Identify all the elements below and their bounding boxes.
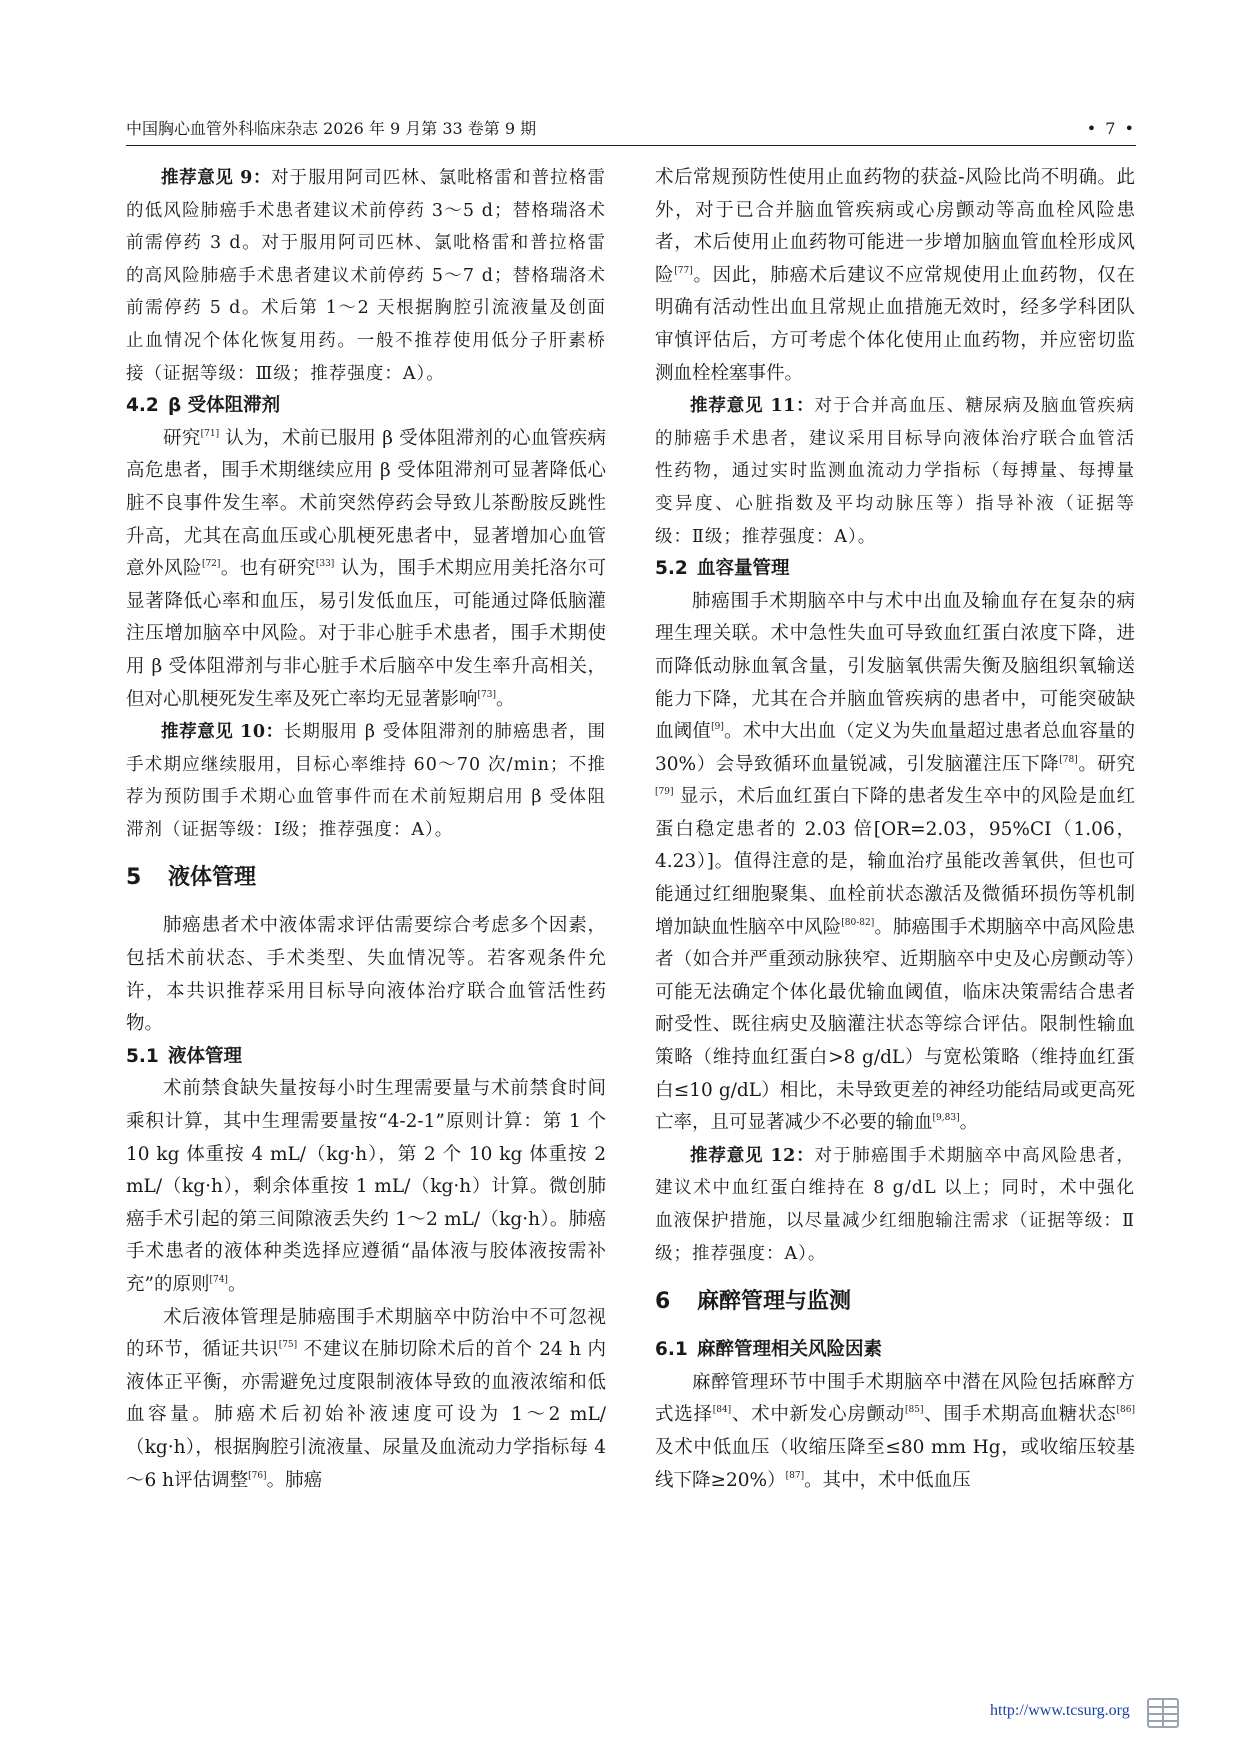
citation[interactable]: [84] — [712, 1405, 732, 1416]
text-run: 、围手术期高血糖状态 — [923, 1404, 1117, 1426]
section-title: 麻醉管理相关风险因素 — [697, 1339, 883, 1361]
left-column — [126, 162, 606, 1497]
text-run: 。也有研究 — [220, 558, 316, 580]
rec-text: 对于合并高血压、糖尿病及脑血管疾病的肺癌手术患者，建议采用目标导向液体治疗联合血管活性药物，通过实时监测血流动力学指标（每搏量、每搏量变异度、心脏指数及平均动脉压等）指导补液（证据等级：Ⅱ级；推荐强度：A）。 — [655, 396, 1135, 547]
section-title: 麻醉管理与监测 — [697, 1289, 852, 1315]
citation[interactable]: [86] — [1116, 1405, 1135, 1416]
citation[interactable]: [74] — [209, 1275, 228, 1285]
citation[interactable]: [71] — [200, 428, 220, 439]
section-heading-6 — [655, 1282, 1135, 1322]
section-number: 4.2 — [126, 395, 159, 417]
section-heading-5-2 — [655, 553, 1135, 586]
citation[interactable]: [85] — [904, 1405, 924, 1416]
section-title: 液体管理 — [168, 1045, 243, 1067]
citation[interactable]: [77] — [674, 265, 693, 276]
text-run: 。术中大出血（定义为失血量超过患者总血容量的 30%）会导致循环血量锐减，引发脑灌注压下降 — [655, 721, 1135, 775]
citation[interactable]: [75] — [278, 1340, 298, 1351]
citation[interactable]: [79] — [655, 787, 674, 798]
text-run: 肺癌围手术期脑卒中与术中出血及输血存在复杂的病理生理关联。术中急性失血可导致血红蛋白浓度下降，进而降低动脉血氧含量，引发脑氧供需失衡及脑组织氧输送能力下降，尤其在合并脑血管疾病的患者中，可能突破缺血阈值 — [655, 590, 1135, 743]
text-run: 研究 — [163, 427, 201, 449]
text-run: 。肺癌 — [266, 1469, 323, 1491]
rec-label: 推荐意见 12： — [690, 1145, 815, 1166]
section-heading-5-1 — [126, 1041, 606, 1074]
section-number: 6.1 — [655, 1339, 688, 1361]
paragraph-5-1-b — [126, 1302, 606, 1498]
section-number: 6 — [655, 1289, 671, 1315]
text-run: 。 — [959, 1112, 979, 1134]
section-title: 液体管理 — [168, 865, 257, 891]
text-run: 术前禁食缺失量按每小时生理需要量与术前禁食时间乘积计算，其中生理需要量按“4-2-1”原则计算：第 1 个 10 kg 体重按 4 mL/（kg·h），第 2 个 10 kg 体重按 2 mL/（kg·h），剩余体重按 1 mL/（kg·h）计算。微创肺癌手术引起的第三间隙液丢失约 1～2 mL/（kg·h）。肺癌手术患者的液体种类选择应遵循“晶体液与胶体液按需补充”的原则 — [126, 1078, 606, 1295]
page-number: • 7 • — [1086, 119, 1136, 138]
section-title: β 受体阻滞剂 — [168, 395, 281, 417]
text-run: 。 — [496, 688, 515, 710]
text-run: 认为，术前已服用 β 受体阻滞剂的心血管疾病高危患者，围手术期继续应用 β 受体阻滞剂可显著降低心脏不良事件发生率。术前突然停药会导致儿茶酚胺反跳性升高，尤其在高血压或心肌梗死患者中，显著增加心血管意外风险 — [126, 427, 606, 580]
paragraph-5-1-a — [126, 1073, 606, 1301]
running-header — [126, 118, 1136, 144]
citation[interactable]: [9] — [711, 722, 724, 733]
citation[interactable]: [78] — [1059, 754, 1078, 765]
paragraph-4-2 — [126, 423, 606, 716]
text-run: 、术中新发心房颤动 — [731, 1404, 905, 1426]
citation[interactable]: [33] — [315, 559, 335, 570]
citation[interactable]: [73] — [477, 689, 496, 700]
citation[interactable]: [87] — [785, 1470, 805, 1481]
section-title: 血容量管理 — [697, 558, 790, 580]
rec-text: 对于服用阿司匹林、氯吡格雷和普拉格雷的低风险肺癌手术患者建议术前停药 3～5 d；替格瑞洛术前需停药 3 d。对于服用阿司匹林、氯吡格雷和普拉格雷的高风险肺癌手术患者建议术前停药 5～7 d；替格瑞洛术前需停药 5 d。术后第 1～2 天根据胸腔引流液量及创面止血情况个体化恢复用药。一般不推荐使用低分子肝素桥接（证据等级：Ⅲ级；推荐强度：A）。 — [126, 168, 606, 384]
recommendation-10 — [126, 716, 606, 846]
rec-label: 推荐意见 11： — [690, 396, 815, 417]
section-heading-6-1 — [655, 1334, 1135, 1367]
journal-title: 中国胸心血管外科临床杂志 2026 年 9 月第 33 卷第 9 期 — [126, 119, 537, 138]
citation[interactable]: [9,83] — [932, 1113, 960, 1124]
recommendation-12 — [655, 1140, 1135, 1270]
text-run: 显示，术后血红蛋白下降的患者发生卒中的风险是血红蛋白稳定患者的 2.03 倍[OR=2.03，95%CI（1.06，4.23）]。值得注意的是，输血治疗虽能改善氧供，但也可能通过红细胞聚集、血栓前状态激活及微循环损伤等机制增加缺血性脑卒中风险 — [655, 786, 1135, 938]
section-heading-5 — [126, 858, 606, 898]
header-rule — [126, 145, 1136, 146]
section-number: 5 — [126, 865, 142, 891]
section-number: 5.1 — [126, 1045, 159, 1067]
text-run: 麻醉管理环节中围手术期脑卒中潜在风险包括麻醉方式选择 — [655, 1371, 1135, 1426]
recommendation-11 — [655, 390, 1135, 553]
text-run: 。其中，术中低血压 — [804, 1469, 971, 1491]
text-run: 认为，围手术期应用美托洛尔可显著降低心率和血压，易引发低血压，可能通过降低脑灌注压增加脑卒中风险。对于非心脏手术患者，围手术期使用 β 受体阻滞剂与非心脏手术后脑卒中发生率升高相关，但对心肌梗死发生率及死亡率均无显著影响 — [126, 558, 606, 710]
rec-text: 长期服用 β 受体阻滞剂的肺癌患者，围手术期应继续服用，目标心率维持 60～70 次/min；不推荐为预防围手术期心血管事件而在术前短期启用 β 受体阻滞剂（证据等级：Ⅰ级；推荐强度：A）。 — [126, 722, 606, 840]
journal-logo-icon — [1145, 1696, 1181, 1730]
rec-text: 对于肺癌围手术期脑卒中高风险患者，建议术中血红蛋白维持在 8 g/dL 以上；同时，术中强化血液保护措施，以尽量减少红细胞输注需求（证据等级：Ⅱ级；推荐强度：A）。 — [655, 1145, 1135, 1264]
paragraph-continued — [655, 162, 1135, 390]
text-run: 。因此，肺癌术后建议不应常规使用止血药物，仅在明确有活动性出血且常规止血措施无效时，经多学科团队审慎评估后，方可考虑个体化使用止血药物，并应密切监测血栓栓塞事件。 — [655, 264, 1135, 384]
text-run: 。肺癌围手术期脑卒中高风险患者（如合并严重颈动脉狭窄、近期脑卒中史及心房颤动等）可能无法确定个体化最优输血阈值，临床决策需结合患者耐受性、既往病史及脑灌注状态等综合评估。限制性输血策略（维持血红蛋白>8 g/dL）与宽松策略（维持血红蛋白≤10 g/dL）相比，未导致更差的神经功能结局或更高死亡率，且可显著减少不必要的输血 — [655, 916, 1135, 1134]
paragraph-5: 肺癌患者术中液体需求评估需要综合考虑多个因素，包括术前状态、手术类型、失血情况等。若客观条件允许，本共识推荐采用目标导向液体治疗联合血管活性药物。 — [126, 915, 606, 1035]
recommendation-9 — [126, 162, 606, 390]
text-run: 及术中低血压（收缩压降至≤80 mm Hg，或收缩压较基线下降≥20%） — [655, 1436, 1135, 1491]
section-number: 5.2 — [655, 558, 688, 580]
paragraph-5-2 — [655, 586, 1135, 1140]
journal-url-link[interactable]: http://www.tcsurg.org — [990, 1702, 1130, 1719]
text-run: 术后液体管理是肺癌围手术期脑卒中防治中不可忽视的环节，循证共识 — [126, 1306, 606, 1361]
text-run: 。研究 — [1077, 753, 1135, 775]
citation[interactable]: [80-82] — [841, 917, 875, 928]
text-run: 。 — [227, 1274, 247, 1295]
text-run: 术后常规预防性使用止血药物的获益-风险比尚不明确。此外，对于已合并脑血管疾病或心房颤动等高血栓风险患者，术后使用止血药物可能进一步增加脑血管血栓形成风险 — [655, 167, 1135, 286]
text-run: 不建议在肺切除术后的首个 24 h 内液体正平衡，亦需避免过度限制液体导致的血液浓缩和低血容量。肺癌术后初始补液速度可设为 1～2 mL/（kg·h），根据胸腔引流液量、尿量及血流动力学指标每 4～6 h评估调整 — [126, 1339, 606, 1491]
rec-label: 推荐意见 9： — [161, 168, 272, 188]
rec-label: 推荐意见 10： — [161, 722, 284, 743]
citation[interactable]: [72] — [201, 559, 221, 570]
right-column — [655, 162, 1135, 1497]
citation[interactable]: [76] — [248, 1470, 267, 1481]
section-heading-4-2 — [126, 390, 606, 423]
paragraph-6-1 — [655, 1367, 1135, 1497]
